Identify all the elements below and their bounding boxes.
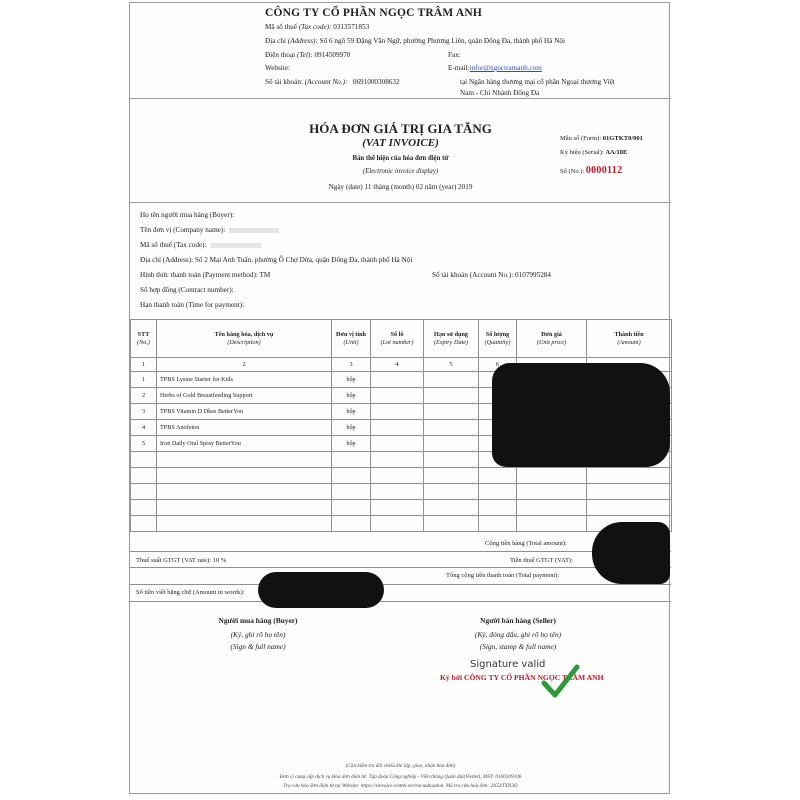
empty-cell: [479, 516, 517, 532]
empty-cell: [131, 516, 157, 532]
invoice-subtitle-en: (Electronic invoice display): [362, 168, 439, 175]
table-header-cell: Đơn vị tính (Unit): [332, 320, 371, 358]
empty-cell: [332, 468, 371, 484]
empty-cell: [157, 500, 332, 516]
table-header-cell: Thành tiền (Amount): [587, 320, 672, 358]
row-cell: [371, 372, 424, 388]
empty-cell: [517, 468, 587, 484]
empty-cell: [517, 516, 587, 532]
buyer-info: [130, 203, 671, 319]
row-unit: hộp: [332, 420, 371, 436]
table-header-cell: Hạn sử dụng (Expiry Date): [424, 320, 479, 358]
buyer-company: Tên đơn vị (Company name):: [140, 226, 279, 234]
seller-website: Website:: [265, 64, 290, 72]
company-logo-area: [136, 9, 256, 89]
table-row: [131, 484, 672, 500]
empty-cell: [424, 516, 479, 532]
redaction-amounts: [492, 363, 670, 467]
column-number-cell: 6: [479, 358, 517, 372]
row-number: 3: [131, 404, 157, 420]
row-description: Herbs of Gold Breastfeeding Support: [157, 388, 332, 404]
seller-email-link[interactable]: infor@ngoctramanh.com: [469, 64, 542, 72]
row-number: 4: [131, 420, 157, 436]
empty-cell: [332, 500, 371, 516]
buyer-contract: Số hợp đồng (Contract number):: [140, 286, 234, 294]
row-unit: hộp: [332, 404, 371, 420]
invoice-subtitle: Bản thể hiện của hóa đơn điện tử: [352, 155, 449, 162]
seller-bank-line2: Nam - Chi Nhánh Đống Đa: [460, 89, 540, 97]
empty-cell: [332, 516, 371, 532]
signature-check-icon: [540, 663, 580, 703]
row-cell: [371, 436, 424, 452]
row-cell: [371, 404, 424, 420]
empty-cell: [371, 484, 424, 500]
row-cell: [424, 372, 479, 388]
empty-cell: [587, 468, 672, 484]
seller-account-line: Số tài khoản: (Account No.): 0691000308632: [265, 78, 400, 86]
invoice-date: Ngày (date) 11 tháng (month) 02 năm (year) 2019: [328, 183, 473, 191]
seller-phone-line: Điện thoại (Tel): 0914509970: [265, 51, 351, 59]
seller-tax-code: 0313571853: [333, 23, 370, 31]
row-cell: [424, 404, 479, 420]
row-description: TPBS Anofeton: [157, 420, 332, 436]
column-number-cell: 4: [371, 358, 424, 372]
empty-cell: [332, 452, 371, 468]
total-amount-row: Cộng tiền hàng (Total amount):: [130, 537, 671, 552]
column-number-cell: 2: [157, 358, 332, 372]
footer-note: (Cần kiểm tra đối chiếu khi lập, giao, nhận hóa đơn): [345, 763, 456, 769]
table-header-cell: STT (No.): [131, 320, 157, 358]
empty-cell: [587, 500, 672, 516]
empty-cell: [157, 516, 332, 532]
row-unit: hộp: [332, 388, 371, 404]
seller-bank-line1: tại Ngân hàng thương mại cổ phần Ngoại thương Việt: [460, 78, 615, 86]
vat-row: Thuế suất GTGT (VAT rate): 10 % Tiền thuế GTGT (VAT):: [130, 554, 671, 568]
redaction-words: [258, 572, 384, 608]
signed-by-label: Ký bởi CÔNG TY CỔ PHẦN NGỌC TRÂM ANH: [440, 673, 604, 682]
seller-address-line: Địa chỉ (Address): Số 6 ngõ 59 Đặng Văn Ngữ, phường Phương Liên, quận Đống Đa, thành phố Hà Nội: [265, 37, 565, 45]
empty-cell: [517, 484, 587, 500]
table-header-cell: Số lô (Lot number): [371, 320, 424, 358]
row-number: 5: [131, 436, 157, 452]
table-header-cell: Tên hàng hóa, dịch vụ (Description): [157, 320, 332, 358]
column-number-cell: 5: [424, 358, 479, 372]
row-number: 1: [131, 372, 157, 388]
buyer-signature-block: Người mua hàng (Buyer) (Ký, ghi rõ họ tên) (Sign & full name): [218, 616, 298, 651]
empty-cell: [131, 468, 157, 484]
row-unit: hộp: [332, 436, 371, 452]
empty-cell: [371, 468, 424, 484]
table-row: [131, 500, 672, 516]
buyer-payment-time: Hạn thanh toán (Time for payment):: [140, 301, 245, 309]
buyer-address: Địa chỉ (Address): Số 2 Mai Anh Tuấn, phường Ô Chợ Dừa, quận Đống Đa, thành phố Hà Nội: [140, 256, 413, 264]
empty-cell: [424, 484, 479, 500]
signature-valid-label: Signature valid: [470, 659, 546, 670]
invoice-number: Số (No.): 0000112: [560, 165, 623, 176]
buyer-tax-code: Mã số thuế (Tax code):: [140, 241, 261, 249]
empty-cell: [517, 500, 587, 516]
row-description: TPBS Lysine Starter for Kids: [157, 372, 332, 388]
invoice-title-block: [130, 99, 671, 203]
seller-signature-block: Người bán hàng (Seller) (Ký, đóng dấu, ghi rõ họ tên) (Sign, stamp & full name): [474, 616, 562, 651]
empty-cell: [587, 484, 672, 500]
empty-cell: [371, 500, 424, 516]
row-description: TPBS Vitamin D Dkes BetterYou: [157, 404, 332, 420]
column-number-cell: 3: [332, 358, 371, 372]
row-cell: [371, 420, 424, 436]
empty-cell: [332, 484, 371, 500]
invoice-title-en: (VAT INVOICE): [362, 137, 439, 149]
footer-lookup: Tra cứu hóa đơn điện tử tại Website: https://sinvoice.viettel.vn/tracuuhoadon. Mã tra cứu hóa đơn: 2N54TXN3O: [283, 783, 518, 789]
empty-cell: [157, 452, 332, 468]
empty-cell: [131, 452, 157, 468]
seller-company-name: CÔNG TY CỔ PHẦN NGỌC TRÂM ANH: [265, 7, 483, 19]
seller-header: [130, 3, 671, 99]
row-cell: [424, 420, 479, 436]
buyer-name: Họ tên người mua hàng (Buyer):: [140, 211, 235, 219]
seller-tax-line: Mã số thuế (Tax code): 0313571853: [265, 23, 370, 31]
buyer-account: Số tài khoản (Account No.): 0107995284: [432, 271, 551, 279]
table-header-cell: Số lượng (Quantity): [479, 320, 517, 358]
row-cell: [371, 388, 424, 404]
row-cell: [424, 388, 479, 404]
redaction-total: [592, 522, 670, 584]
empty-cell: [131, 484, 157, 500]
buyer-payment-method: Hình thức thanh toán (Payment method): TM: [140, 271, 271, 279]
empty-cell: [479, 500, 517, 516]
amount-in-words-row: Số tiền viết bằng chữ (Amount in words):: [130, 586, 671, 602]
table-row: [131, 516, 672, 532]
row-number: 2: [131, 388, 157, 404]
empty-cell: [131, 500, 157, 516]
row-description: Iron Daily Oral Spray BetterYou: [157, 436, 332, 452]
table-header-cell: Đơn giá (Unit price): [517, 320, 587, 358]
empty-cell: [479, 468, 517, 484]
row-unit: hộp: [332, 372, 371, 388]
invoice-serial: Ký hiệu (Serial): AA/18E: [560, 149, 628, 156]
invoice-form: Mẫu số (Form): 01GTKT0/001: [560, 135, 643, 142]
empty-cell: [424, 500, 479, 516]
total-payment-row: Tổng cộng tiền thanh toán (Total payment):: [130, 569, 671, 585]
column-number-cell: 1: [131, 358, 157, 372]
empty-cell: [424, 468, 479, 484]
table-header-row: [131, 320, 672, 358]
empty-cell: [371, 452, 424, 468]
empty-cell: [371, 516, 424, 532]
empty-cell: [157, 468, 332, 484]
seller-fax: Fax:: [448, 51, 461, 59]
footer-provider: Đơn vị cung cấp dịch vụ Hóa đơn điện tử: Tập đoàn Công nghiệp - Viễn thông Quân đội(Viettel), MST: 0100109106: [279, 774, 522, 780]
empty-cell: [479, 484, 517, 500]
empty-cell: [424, 452, 479, 468]
invoice-title: HÓA ĐƠN GIÁ TRỊ GIA TĂNG: [309, 121, 492, 136]
row-cell: [424, 436, 479, 452]
seller-email-line: E-mail:infor@ngoctramanh.com: [448, 64, 542, 72]
table-row: [131, 468, 672, 484]
empty-cell: [157, 484, 332, 500]
